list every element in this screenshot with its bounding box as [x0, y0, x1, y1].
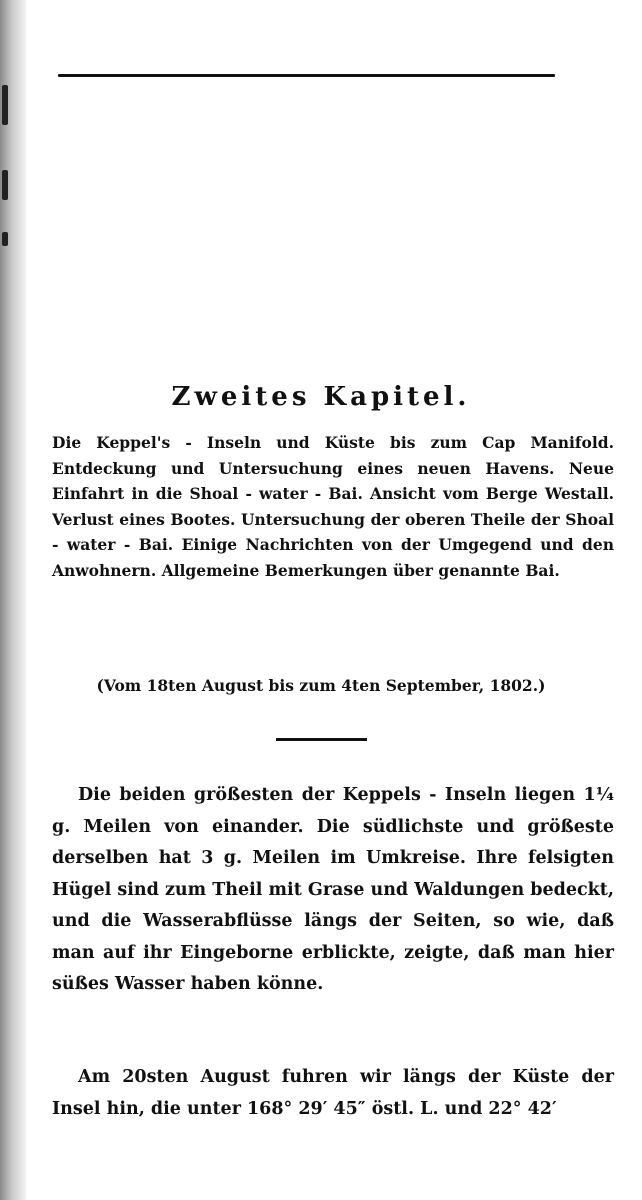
gutter-mark: [2, 85, 8, 125]
gutter-mark: [2, 170, 8, 200]
body-paragraph-1: Die beiden größesten der Keppels - Inseln liegen 1¼ g. Meilen von einander. Die südlichste und größeste derselben hat 3 g. Meilen im Umkreise. Ihre felsigten Hügel sind zum Theil mit Grase und Waldungen bedeckt, und die Wasserabflüsse längs der Seiten, so wie, daß man auf ihr Eingeborne erblickte, zeigte, daß man hier süßes Wasser haben könne.: [52, 785, 614, 994]
chapter-summary: Die Keppel's - Inseln und Küste bis zum Cap Manifold. Entdeckung und Untersuchung eines neuen Havens. Neue Einfahrt in die Shoal - water - Bai. Ansicht vom Berge Westall. Verlust eines Bootes. Untersuchung der oberen Theile der Shoal - water - Bai. Einige Nachrichten von der Umgegend und den Anwohnern. Allgemeine Bemerkungen über genannte Bai.: [52, 433, 614, 580]
top-rule: [58, 74, 555, 77]
section-divider: [276, 738, 367, 741]
date-range: (Vom 18ten August bis zum 4ten September, 1802.): [96, 676, 546, 695]
gutter-mark: [2, 232, 8, 246]
chapter-title: Zweites Kapitel.: [171, 382, 471, 412]
body-paragraph-2: Am 20sten August fuhren wir längs der Küste der Insel hin, die unter 168° 29′ 45″ östl. L. und 22° 42′: [52, 1067, 614, 1119]
page-gutter-shadow: [0, 0, 26, 1200]
